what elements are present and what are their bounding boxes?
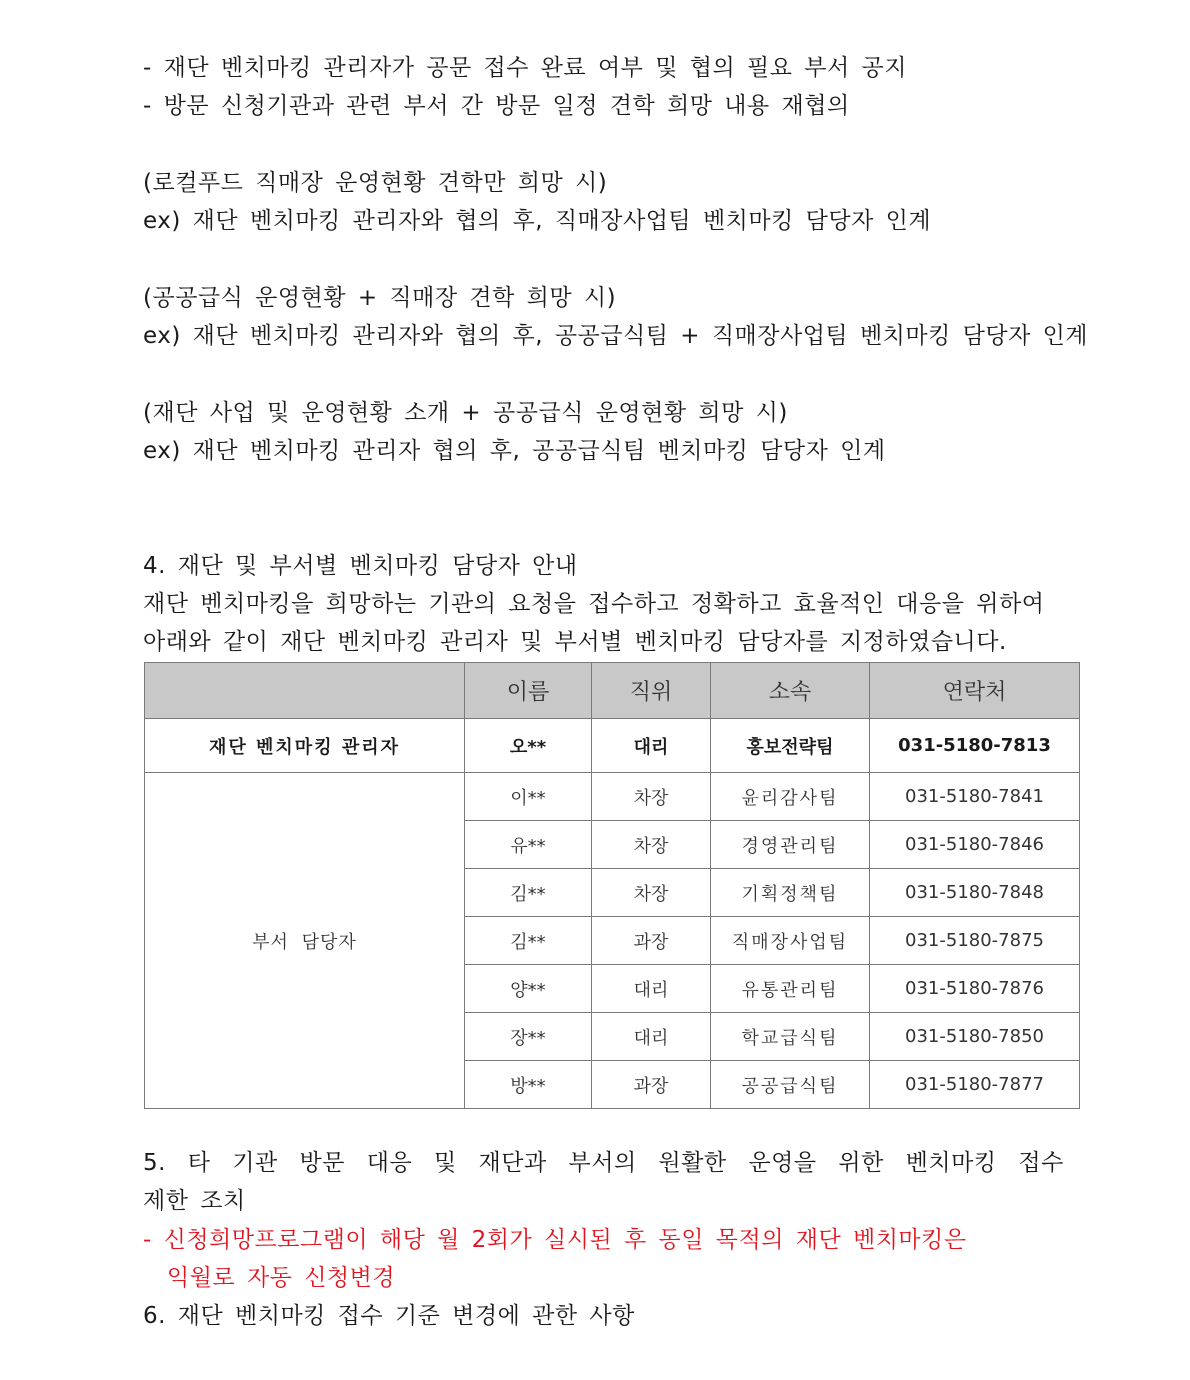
case-1-condition: (로컬푸드 직매장 운영현황 견학만 희망 시): [143, 170, 608, 196]
section-5-restriction-1: - 신청희망프로그램이 해당 월 2회가 실시된 후 동일 목적의 재단 벤치마킹은: [143, 1227, 967, 1253]
member-position: 차장: [592, 773, 711, 821]
case-3-example: ex) 재단 벤치마킹 관리자 협의 후, 공공급식팀 벤치마킹 담당자 인계: [143, 438, 886, 464]
member-contact: 031-5180-7848: [870, 869, 1080, 917]
manager-name: 오**: [465, 719, 592, 773]
notice-line-1: - 재단 벤치마킹 관리자가 공문 접수 완료 여부 및 협의 필요 부서 공지: [143, 55, 907, 81]
member-position: 대리: [592, 965, 711, 1013]
member-contact: 031-5180-7846: [870, 821, 1080, 869]
header-blank: [145, 663, 465, 719]
header-name: 이름: [465, 663, 592, 719]
manager-label: 재단 벤치마킹 관리자: [145, 719, 465, 773]
manager-department: 홍보전략팀: [711, 719, 870, 773]
benchmarking-contact-table: [144, 662, 1080, 1109]
member-contact: 031-5180-7877: [870, 1061, 1080, 1109]
member-position: 차장: [592, 869, 711, 917]
member-contact: 031-5180-7850: [870, 1013, 1080, 1061]
member-contact: 031-5180-7876: [870, 965, 1080, 1013]
member-position: 과장: [592, 1061, 711, 1109]
member-name: 양**: [465, 965, 592, 1013]
case-3-condition: (재단 사업 및 운영현황 소개 + 공공급식 운영현황 희망 시): [143, 400, 788, 426]
member-position: 차장: [592, 821, 711, 869]
section-4-body-1: 재단 벤치마킹을 희망하는 기관의 요청을 접수하고 정확하고 효율적인 대응을 위하여: [143, 591, 1045, 617]
case-1-example: ex) 재단 벤치마킹 관리자와 협의 후, 직매장사업팀 벤치마킹 담당자 인계: [143, 208, 932, 234]
member-position: 과장: [592, 917, 711, 965]
case-2-condition: (공공급식 운영현황 + 직매장 견학 희망 시): [143, 285, 617, 311]
notice-line-2: - 방문 신청기관과 관련 부서 간 방문 일정 견학 희망 내용 재협의: [143, 93, 850, 119]
section-6-title: 6. 재단 벤치마킹 접수 기준 변경에 관한 사항: [143, 1303, 635, 1329]
section-5-restriction-2: 익월로 자동 신청변경: [167, 1265, 396, 1291]
section-5-title-1: 5. 타 기관 방문 대응 및 재단과 부서의 원활한 운영을 위한 벤치마킹 접수: [143, 1150, 1064, 1176]
section-4-title: 4. 재단 및 부서별 벤치마킹 담당자 안내: [143, 553, 578, 579]
case-2-example: ex) 재단 벤치마킹 관리자와 협의 후, 공공급식팀 + 직매장사업팀 벤치마킹 담당자 인계: [143, 323, 1089, 349]
member-contact: 031-5180-7841: [870, 773, 1080, 821]
member-position: 대리: [592, 1013, 711, 1061]
member-department: 기획정책팀: [711, 869, 870, 917]
member-department: 윤리감사팀: [711, 773, 870, 821]
section-4-body-2: 아래와 같이 재단 벤치마킹 관리자 및 부서별 벤치마킹 담당자를 지정하였습니다.: [143, 629, 1007, 655]
header-position: 직위: [592, 663, 711, 719]
member-name: 김**: [465, 869, 592, 917]
member-name: 장**: [465, 1013, 592, 1061]
member-name: 유**: [465, 821, 592, 869]
member-department: 공공급식팀: [711, 1061, 870, 1109]
member-department: 직매장사업팀: [711, 917, 870, 965]
header-contact: 연락처: [870, 663, 1080, 719]
manager-position: 대리: [592, 719, 711, 773]
manager-contact: 031-5180-7813: [870, 719, 1080, 773]
member-contact: 031-5180-7875: [870, 917, 1080, 965]
header-department: 소속: [711, 663, 870, 719]
table-row: [145, 773, 1080, 821]
member-department: 학교급식팀: [711, 1013, 870, 1061]
manager-row: [145, 719, 1080, 773]
member-name: 김**: [465, 917, 592, 965]
member-department: 유통관리팀: [711, 965, 870, 1013]
department-staff-label: 부서 담당자: [145, 773, 465, 1109]
member-name: 이**: [465, 773, 592, 821]
member-name: 방**: [465, 1061, 592, 1109]
section-5-title-2: 제한 조치: [143, 1188, 246, 1214]
table-header-row: [145, 663, 1080, 719]
member-department: 경영관리팀: [711, 821, 870, 869]
